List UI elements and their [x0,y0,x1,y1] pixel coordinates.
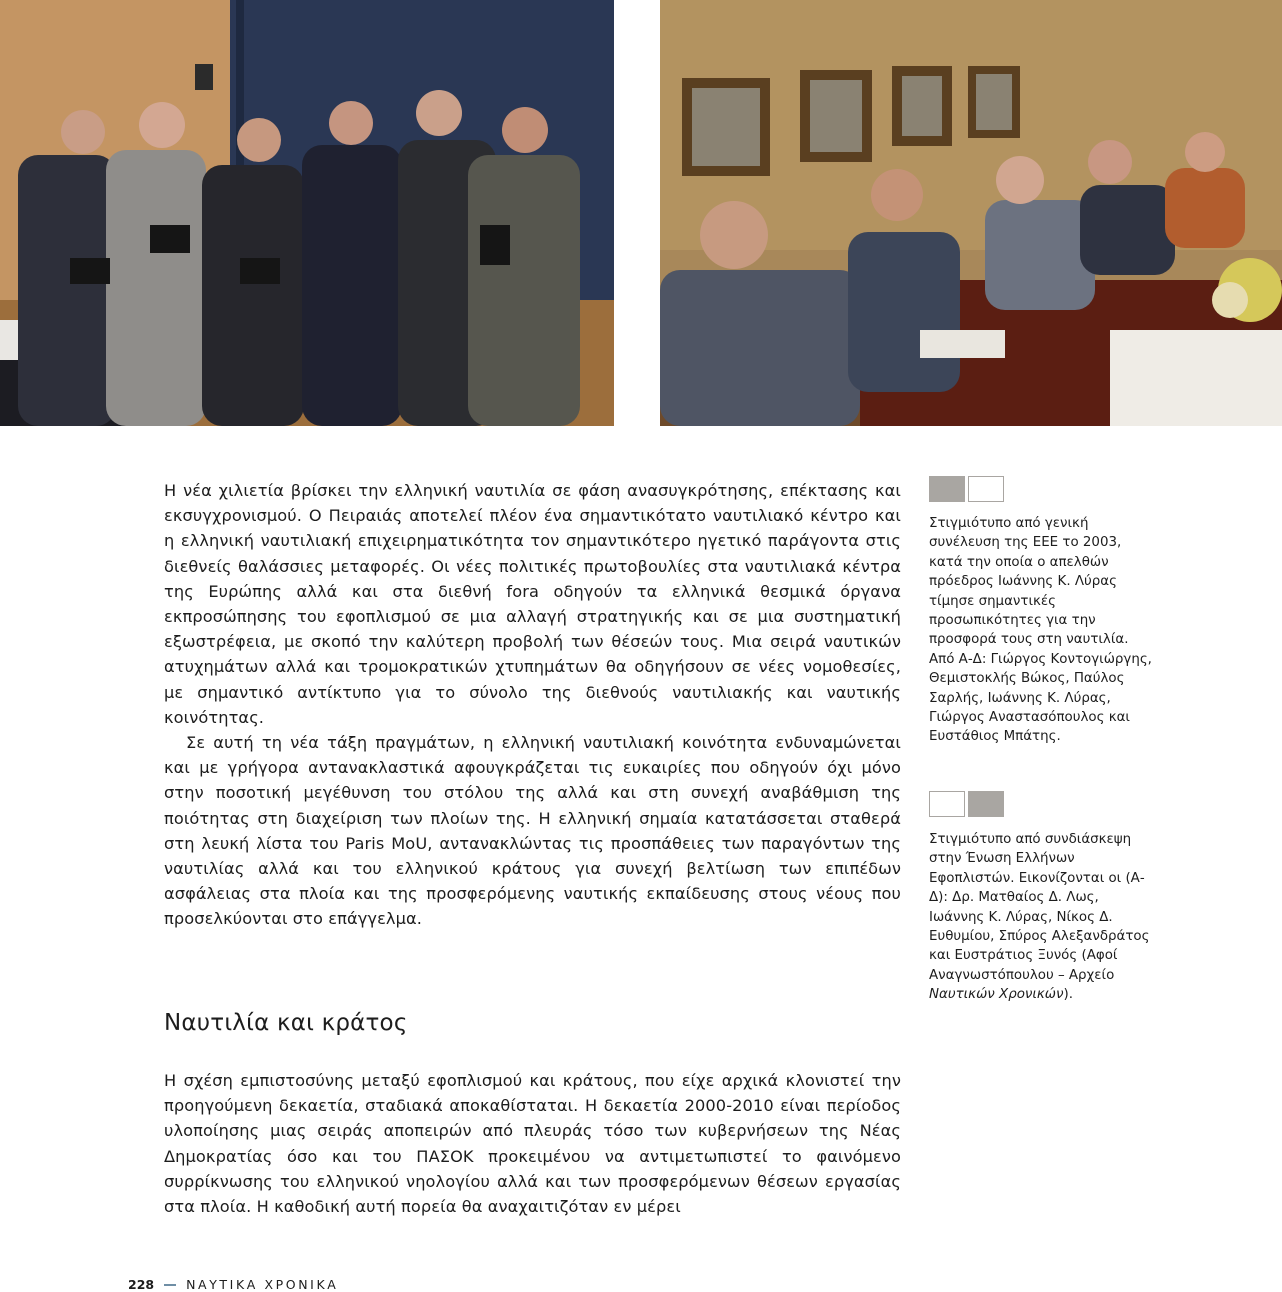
section-text-block [164,1068,901,1219]
body-paragraph-3: Η σχέση εμπιστοσύνης μεταξύ εφοπλισμού και κράτους, που είχε αρχικά κλονιστεί την προηγούμενη δεκαετία, σταδιακά αποκαθίσταται. Η δεκαετία 2000-2010 είναι περίοδος υλοποίησης μιας σειράς αποπειρών από πλευράς τόσο των κυβερνήσεων της Νέας Δημοκρατίας όσο και του ΠΑΣΟΚ προκειμένου να αντιμετωπιστεί το φαινόμενο συρρίκνωσης του ελληνικού νηολογίου αλλά και των προσφερόμενων θέσεων εργασίας στα πλοία. Η καθοδική αυτή πορεία θα αναχαιτιζόταν εν μέρει [164,1071,901,1217]
photo-conference-meeting [660,0,1282,426]
magazine-name: ΝΑΥΤΙΚΑ ΧΡΟΝΙΚΑ [186,1277,339,1292]
caption-2-text: Στιγμιότυπο από συνδιάσκεψη στην Ένωση Ελλήνων Εφοπλιστών. Εικονίζονται οι (Α-Δ): Δρ. Ματθαίος Δ. Λως, Ιωάννης Κ. Λύρας, Νίκος Δ. Ευθυμίου, Σπύρος Αλεξανδράτος και Ευστράτιος Ξυνός (Αφοί Αναγνωστόπουλου – Αρχείο [929,832,1150,983]
photo-award-ceremony [0,0,614,426]
marker-box-empty [968,476,1004,502]
conference-meeting-illustration [660,0,1282,426]
footer-dash-divider [164,1284,176,1286]
page-footer [128,1277,338,1292]
section-heading: Ναυτιλία και κράτος [164,1010,408,1036]
photo-caption-2 [929,830,1154,1005]
marker-box-filled [968,791,1004,817]
caption-2-italic-source: Ναυτικών Χρονικών [929,987,1064,1003]
main-text-block [164,478,901,932]
caption-2-end: ). [1063,987,1073,1003]
page-number: 228 [128,1277,155,1292]
photo-caption-1: Στιγμιότυπο από γενική συνέλευση της ΕΕΕ το 2003, κατά την οποία ο απελθών πρόεδρος Ιωάννης Κ. Λύρας τίμησε σημαντικές προσωπικότητες για την προσφορά τους στη ναυτιλία. Από Α-Δ: Γιώργος Κοντογιώργης, Θεμιστοκλής Βώκος, Παύλος Σαρλής, Ιωάννης Κ. Λύρας, Γιώργος Αναστασόπουλος και Ευστάθιος Μπάτης. [929,516,1152,745]
marker-box-filled [929,476,965,502]
caption-1-position-marker [929,476,1004,502]
body-paragraph-1: Η νέα χιλιετία βρίσκει την ελληνική ναυτιλία σε φάση ανασυγκρότησης, επέκτασης και εκσυγχρονισμού. Ο Πειραιάς αποτελεί πλέον ένα σημαντικότατο ναυτιλιακό κέντρο και η ελληνική ναυτιλιακή επιχειρηματικότητα τον σημαντικότερο ηγετικό παράγοντα στις διεθνείς θαλάσσιες μεταφορές. Οι νέες πολιτικές πρωτοβουλίες στα ναυτιλιακά κέντρα της Ευρώπης αλλά και στα διεθνή fora οδηγούν τα ελληνικά θεσμικά όργανα εκπροσώπησης του εφοπλισμού σε μια αλλαγή στρατηγικής και σε μια συστηματική εξωστρέφεια, με σκοπό την καλύτερη προβολή των θέσεών τους. Μια σειρά ναυτικών ατυχημάτων αλλά και τρομοκρατικών χτυπημάτων θα οδηγήσουν σε νέες νομοθεσίες, με σημαντικό αντίκτυπο για το σύνολο της διεθνούς ναυτιλιακής και ναυτικής κοινότητας. [164,481,901,727]
caption-2-position-marker [929,791,1004,817]
body-paragraph-2: Σε αυτή τη νέα τάξη πραγμάτων, η ελληνική ναυτιλιακή κοινότητα ενδυναμώνεται και με γρήγορα αντανακλαστικά αφουγκράζεται τις ευκαιρίες που οδηγούν όχι μόνο στην ποσοτική μεγέθυνση του στόλου της αλλά και στη συνεχή αναβάθμιση της ποιότητας στη διαχείριση των πλοίων της. Η ελληνική σημαία κατατάσσεται σταθερά στη λευκή λίστα του Paris MoU, αντανακλώντας τις προσπάθειες των παραγόντων της ναυτιλίας αλλά και του ελληνικού κράτους για συνεχή βελτίωση των επιπέδων ασφάλειας στα πλοία και της προσφερόμενης ναυτικής εκπαίδευσης στους νέους που προσελκύονται στο επάγγελμα. [164,733,901,929]
award-ceremony-illustration [0,0,614,426]
marker-box-empty [929,791,965,817]
